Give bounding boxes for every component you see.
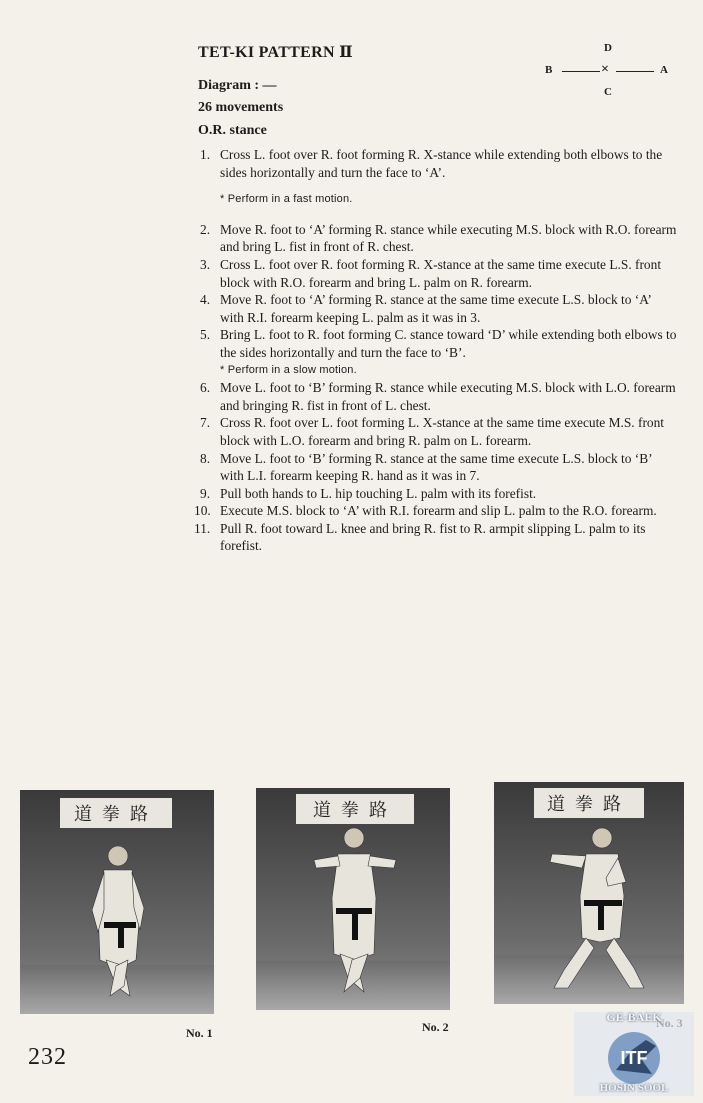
movement-count: 26 movements [198,100,284,115]
movement-text: Execute M.S. block to ‘A’ with R.I. forearm and slip L. palm to the R.O. forearm. [220,503,657,519]
movement-number: 2. [200,221,211,237]
movement-item [194,502,678,520]
movement-text: Move L. foot to ‘B’ forming R. stance while executing M.S. block with L.O. forearm and bringing R. fist in front of L. chest. [220,380,676,413]
movement-text: Cross L. foot over R. foot forming R. X-stance while extending both elbows to the sides horizontally and turn the face to ‘A’. [220,147,663,180]
movement-item [200,256,678,291]
movement-number: 9. [200,485,211,501]
page-number: 232 [28,1044,67,1070]
photo-caption: No. 1 [186,1026,213,1040]
figure-x-stance-face-side [20,790,214,1014]
movement-number: 7. [200,415,211,431]
logo-bottom-text: HOSIN SOOL [599,1082,669,1094]
photo-no-3 [494,782,684,1004]
diagram-label-b: B [545,64,553,76]
diagram-line-left [562,71,600,72]
movement-number: 4. [200,292,211,308]
diagram-line-right [616,71,654,72]
movement-number: 1. [200,147,211,162]
diagram-label-d: D [604,42,612,54]
diagram-label-a: A [660,64,668,76]
movement-text: Cross L. foot over R. foot forming R. X-stance at the same time execute L.S. front block with R.O. forearm and bring L. palm on R. forearm. [220,256,662,290]
diagram-label: Diagram : — [198,78,277,93]
logo-mid-text: ITF [620,1048,648,1068]
figure-elbows-extended [256,788,450,1010]
movement-number: 8. [200,450,211,466]
movement-item [200,221,678,256]
diagram-label-c: C [604,86,612,98]
start-stance: O.R. stance [198,123,267,138]
movement-item [194,520,678,555]
movement-item [200,291,678,326]
movement-note: * Perform in a fast motion. [220,193,353,206]
figure-r-stance-block [494,782,684,1004]
diagram-center: × [601,62,609,77]
movement-text: Bring L. foot to R. foot forming C. stance toward ‘D’ while extending both elbows to the sides horizontally and turn the face to ‘B’. [220,327,677,360]
movement-text: Pull R. foot toward L. knee and bring R. fist to R. armpit slipping L. palm to its forefist. [220,520,646,554]
photo-banner: 道拳路 [60,798,172,828]
photo-no-1 [20,790,214,1014]
movement-item [200,485,678,503]
movement-item [200,414,678,449]
movement-text: Move R. foot to ‘A’ forming R. stance while executing M.S. block with R.O. forearm and bring L. fist in front of R. chest. [220,221,677,255]
logo-top-text: GE-BAEK [606,1010,662,1024]
photo-no-2 [256,788,450,1010]
movement-text: Move L. foot to ‘B’ forming R. stance at the same time execute L.S. block to ‘B’ with L.I. forearm keeping R. hand as it was in 7. [220,450,652,484]
movement-text: Move R. foot to ‘A’ forming R. stance at the same time execute L.S. block to ‘A’ with R.I. forearm keeping L. palm as it was in 3. [220,292,651,325]
movement-number: 6. [200,380,211,396]
movement-number: 3. [200,256,211,272]
movement-number: 5. [200,327,211,343]
movement-text: Pull both hands to L. hip touching L. palm with its forefist. [220,485,537,501]
photo-caption: No. 2 [422,1020,449,1034]
photo-banner: 道拳路 [534,788,644,818]
movement-item [200,326,678,379]
movement-list [194,146,678,555]
photo-banner: 道拳路 [296,794,414,824]
movement-note: * Perform in a slow motion. [220,363,357,376]
movement-text: Cross R. foot over L. foot forming L. X-stance at the same time execute M.S. front block with L.O. forearm and bring R. palm on L. forearm. [220,415,665,448]
ge-baek-itf-logo [572,1010,696,1098]
movement-number: 11. [194,520,211,536]
direction-diagram [540,40,680,100]
movement-item [200,146,678,209]
pattern-title: TET-KI PATTERN Ⅱ [198,44,353,61]
movement-number: 10. [194,503,211,519]
movement-item [200,450,678,485]
movement-item [200,379,678,414]
